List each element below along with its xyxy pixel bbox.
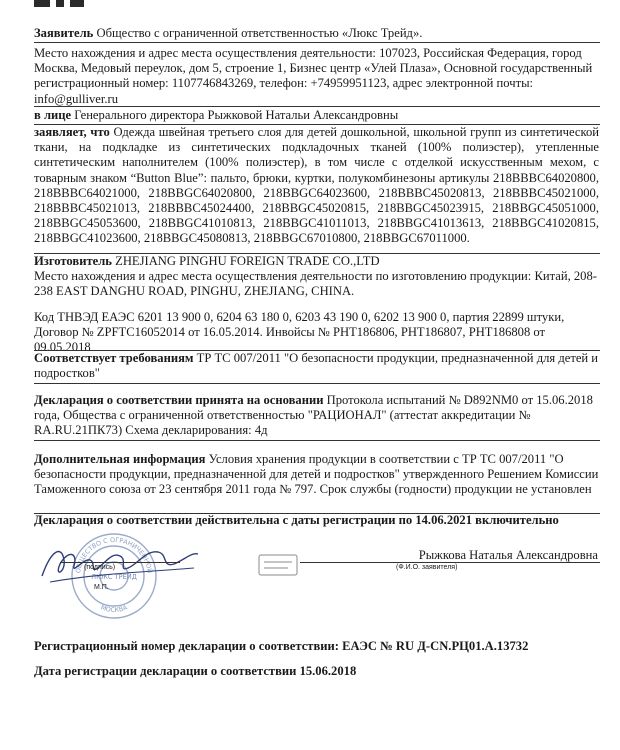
representative-label: в лице <box>34 108 72 122</box>
name-caption: (Ф.И.О. заявителя) <box>396 564 458 571</box>
registration-date <box>34 664 600 679</box>
basis-text: Протокола испытаний № D892NM0 от 15.06.2018 года, Общества с ограниченной ответственностью "РАЦИОНАЛ" (аттестат аккредитации № RA.RU.21ПК73) Схема декларирования: 4д <box>34 393 593 438</box>
divider <box>34 383 600 384</box>
stamp-place-label: М.П. <box>94 584 109 591</box>
manufacturer-line <box>34 254 600 269</box>
declares-text: Одежда швейная третьего слоя для детей дошкольной, школьной групп из синтетической ткани, на подкладке из синтетических подкладочных тканей (100% полиэстер), утепленные синтетическим наполнителем (100% полиэстер), в том числе с отделкой искусственным мехом, с товарным знаком “Button Blue”: пальто, брюки, куртки, полукомбинезоны артикулы 218BBBC64020800, 218BBBC64021000, 218BBGC64020800, 218BBGC64023600, 218BBBC45020813, 218BBBC45021000, 218BBBC45021013, 218BBBC45024400, 218BBGC45020815, 218BBGC45023915, 218BBGC45051000, 218BBGC45053600, 218BBGC41010813, 218BBGC41011013, 218BBGC41013613, 218BBGC41020815, 218BBGC41023600, 218BBGC45080813, 218BBGC67010800, 218BBGC67011000. <box>34 125 600 246</box>
stamp-mark-icon <box>258 554 298 576</box>
product-description <box>34 125 599 247</box>
compliance-text: ТР ТС 007/2011 "О безопасности продукции, предназначенной для детей и подростков" <box>34 351 599 381</box>
basis-line <box>34 393 600 439</box>
corner-mark <box>56 0 64 7</box>
manufacturer-address: Место нахождения и адрес места осуществления деятельности по изготовлению продукции: Китай, 208-238 EAST DANGHU ROAD, PINGHU, ZHEJIANG, CHINA. <box>34 269 597 299</box>
svg-text:МОСКВА <box>100 603 130 614</box>
seal-ring-top: ОБЩЕСТВО С ОГРАНИЧЕННОЙ <box>74 535 154 574</box>
signature-icon <box>34 535 204 588</box>
applicant-text: Общество с ограниченной ответственностью «Люкс Трейд». <box>96 26 423 40</box>
representative-line <box>34 108 600 123</box>
applicant-name-signed: Рыжкова Наталья Александровна <box>418 548 598 562</box>
signature-line <box>60 562 180 563</box>
compliance-line <box>34 351 600 381</box>
validity-line: Декларация о соответствии действительна с даты регистрации по 14.06.2021 включительно <box>34 513 559 527</box>
registration-number-value: ЕАЭС № RU Д-CN.РЦ01.А.13732 <box>342 639 529 653</box>
product-codes: Код ТНВЭД ЕАЭС 6201 13 900 0, 6204 63 180 0, 6203 43 190 0, 6202 13 900 0, партия 22899 штуки, Договор № ZPFTC16052014 от 16.05.2014. Инвойсы № PHT186806, PHT186807, PHT186808 от 09.05.2018 <box>34 310 565 355</box>
manufacturer-name: ZHEJIANG PINGHU FOREIGN TRADE CO.,LTD <box>115 254 380 268</box>
basis-label: Декларация о соответствии принята на основании <box>34 393 324 407</box>
applicant-label: Заявитель <box>34 26 94 40</box>
additional-text: Условия хранения продукции в соответствии с ТР ТС 007/2011 "О безопасности продукции, предназначенной для детей и подростков" утвержденного Решением Комиссии Таможенного союза от 23 сентября 2011 года № 797. Срок службы (годности) продукции не установлен <box>34 452 599 497</box>
divider <box>34 440 600 441</box>
representative-text: Генерального директора Рыжковой Натальи Александровны <box>74 108 399 122</box>
applicant-address: Место нахождения и адрес места осуществления деятельности: 107023, Российская Федерация, город Москва, Медовый переулок, дом 5, строение 1, Бизнес центр «Улей Плаза», Основной государственный регистрационный номер: 1107746843269, телефон: +74959951123, адрес электронной почты: info@gulliver.ru <box>34 46 593 106</box>
registration-date-label: Дата регистрации декларации о соответствии <box>34 664 297 678</box>
corner-mark <box>34 0 50 7</box>
name-line <box>300 562 600 563</box>
corner-mark <box>70 0 84 7</box>
additional-info <box>34 452 600 498</box>
additional-label: Дополнительная информация <box>34 452 206 466</box>
manufacturer-label: Изготовитель <box>34 254 112 268</box>
registration-number <box>34 639 600 654</box>
signature-caption: (подпись) <box>84 564 116 571</box>
applicant-line <box>34 26 600 41</box>
divider <box>34 106 600 107</box>
registration-number-label: Регистрационный номер декларации о соответствии: <box>34 639 339 653</box>
compliance-label: Соответствует требованиям <box>34 351 194 365</box>
seal-center-text: ЛЮКС ТРЕЙД <box>91 573 137 581</box>
divider <box>34 42 600 43</box>
seal-ring-bottom: МОСКВА <box>99 603 129 615</box>
declares-label: заявляет, что <box>34 125 110 139</box>
registration-date-value: 15.06.2018 <box>299 664 357 678</box>
